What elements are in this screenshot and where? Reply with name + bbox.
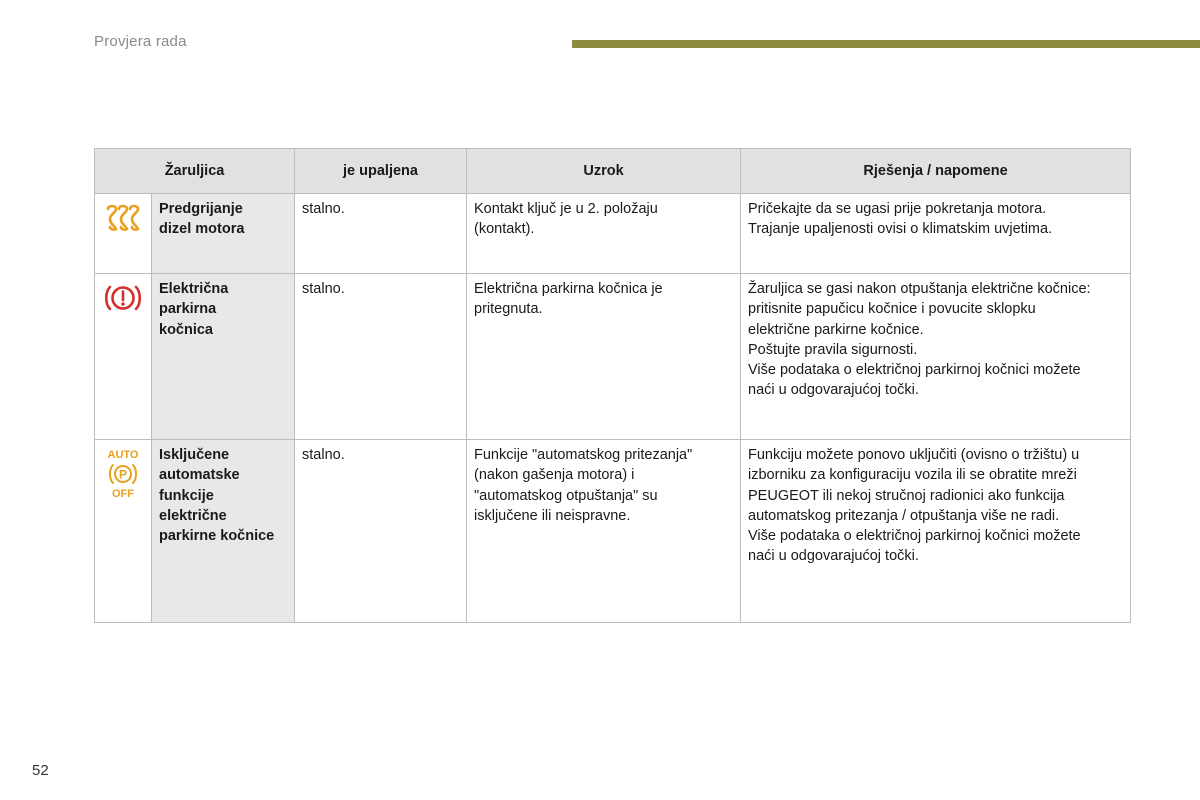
off-label: OFF xyxy=(112,488,134,500)
state-cell xyxy=(295,440,467,623)
notes-line: automatskog pritezanja / otpuštanja više ne radi. xyxy=(748,507,1060,524)
notes-line: PEUGEOT ili nekoj stručnoj radionici ako funkcija xyxy=(748,487,1065,504)
column-header-state: je upaljena xyxy=(295,149,467,194)
cause-line: (nakon gašenja motora) i xyxy=(474,467,635,484)
column-header-notes: Rješenja / napomene xyxy=(741,149,1131,194)
notes-line: Trajanje upaljenosti ovisi o klimatskim uvjetima. xyxy=(748,221,1053,238)
light-name-cell xyxy=(152,194,295,274)
notes-line: Poštujte pravila sigurnosti. xyxy=(748,341,918,358)
cause-line: isključene ili neispravne. xyxy=(474,507,631,524)
light-name-cell xyxy=(152,274,295,440)
column-header-cause: Uzrok xyxy=(467,149,741,194)
light-name-line: Isključene xyxy=(159,447,230,463)
cause-cell xyxy=(467,440,741,623)
table-row xyxy=(95,194,1131,274)
header-accent-bar xyxy=(572,40,1200,48)
notes-cell xyxy=(741,274,1131,440)
notes-cell xyxy=(741,194,1131,274)
notes-line: Više podataka o električnoj parkirnoj kočnici možete xyxy=(748,528,1081,545)
state-text: stalno. xyxy=(302,447,345,463)
cause-line: pritegnuta. xyxy=(474,301,543,318)
light-name-line: parkirna xyxy=(159,301,217,318)
light-name-line: automatske xyxy=(159,467,240,484)
light-name-line: parkirne kočnice xyxy=(159,528,275,545)
cause-line: "automatskog otpuštanja" su xyxy=(474,487,658,504)
light-name-line: kočnica xyxy=(159,321,213,338)
parking-brake-warning-icon xyxy=(103,282,143,314)
auto-label: AUTO xyxy=(107,449,139,461)
cause-line: (kontakt). xyxy=(474,221,535,238)
table-header-row xyxy=(95,149,1131,194)
state-text: stalno. xyxy=(302,281,345,297)
notes-line: Pričekajte da se ugasi prije pokretanja motora. xyxy=(748,201,1047,217)
table-row xyxy=(95,274,1131,440)
cause-line: Funkcije "automatskog pritezanja" xyxy=(474,447,693,463)
auto-parking-brake-off-icon xyxy=(102,448,144,500)
notes-line: naći u odgovarajućoj točki. xyxy=(748,382,919,399)
column-header-light: Žaruljica xyxy=(95,149,295,194)
notes-line: Više podataka o električnoj parkirnoj kočnici možete xyxy=(748,362,1081,379)
light-name-line: dizel motora xyxy=(159,221,245,238)
cause-line: Kontakt ključ je u 2. položaju xyxy=(474,201,658,217)
state-cell xyxy=(295,194,467,274)
p-label: P xyxy=(118,467,128,482)
page-number: 52 xyxy=(32,762,49,779)
notes-line: električne parkirne kočnice. xyxy=(748,321,924,338)
notes-line: naći u odgovarajućoj točki. xyxy=(748,548,919,565)
cause-cell xyxy=(467,274,741,440)
light-name-cell xyxy=(152,440,295,623)
notes-cell xyxy=(741,440,1131,623)
notes-line: izborniku za konfiguraciju vozila ili se obratite mreži xyxy=(748,467,1077,484)
warning-lights-table xyxy=(94,148,1131,623)
light-name-line: Predgrijanje xyxy=(159,201,243,217)
light-name-line: električne xyxy=(159,507,227,524)
notes-line: pritisnite papučicu kočnice i povucite sklopku xyxy=(748,301,1036,318)
notes-line: Funkciju možete ponovo uključiti (ovisno o tržištu) u xyxy=(748,447,1080,463)
icon-cell xyxy=(95,194,152,274)
icon-cell xyxy=(95,274,152,440)
table-row xyxy=(95,440,1131,623)
icon-cell xyxy=(95,440,152,623)
state-text: stalno. xyxy=(302,201,345,217)
glow-plug-icon xyxy=(105,202,141,232)
notes-line: Žaruljica se gasi nakon otpuštanja električne kočnice: xyxy=(748,281,1091,297)
cause-line: Električna parkirna kočnica je xyxy=(474,281,663,297)
cause-cell xyxy=(467,194,741,274)
state-cell xyxy=(295,274,467,440)
section-title: Provjera rada xyxy=(94,33,187,50)
light-name-line: Električna xyxy=(159,281,229,297)
light-name-line: funkcije xyxy=(159,487,214,504)
